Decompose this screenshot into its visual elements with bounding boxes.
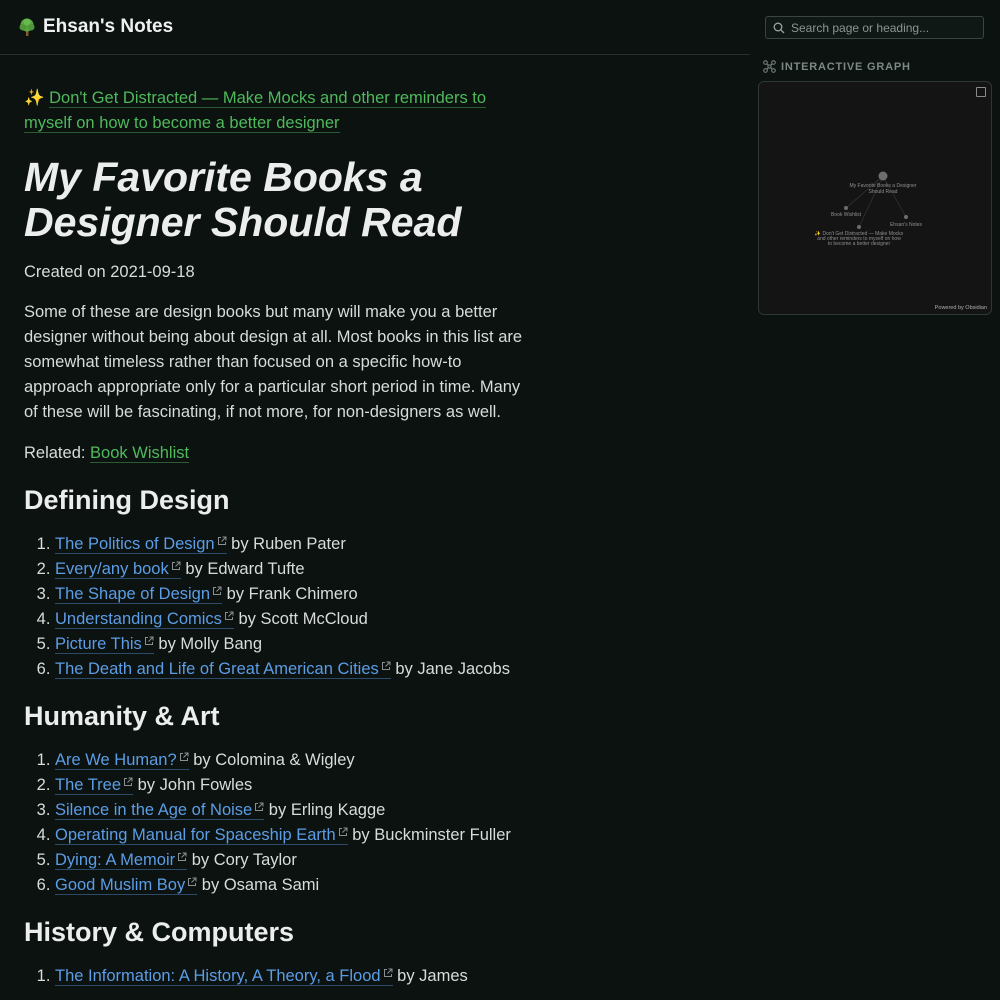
book-author: by Jane Jacobs xyxy=(390,660,510,678)
book-link[interactable] xyxy=(55,610,234,629)
book-title: Dying: A Memoir xyxy=(55,851,176,869)
book-title: Picture This xyxy=(55,635,142,653)
backlink xyxy=(24,86,524,136)
book-link[interactable] xyxy=(55,560,181,579)
book-link[interactable] xyxy=(55,826,348,845)
book-title: Good Muslim Boy xyxy=(55,876,186,894)
book-author: by Edward Tufte xyxy=(180,560,305,578)
related-link-book-wishlist[interactable]: Book Wishlist xyxy=(90,444,190,462)
book-title: The Tree xyxy=(55,776,122,794)
interactive-graph[interactable] xyxy=(758,81,992,315)
book-list xyxy=(24,748,524,898)
graph-node[interactable] xyxy=(857,225,861,229)
intro-paragraph: Some of these are design books but many will make you a better designer without being about design at all. Most books in this list are somewhat timeless rather than focused on a specific how-to approach appropriate only for a particular short period in time. Many of these will be fascinating, if not more, for non-designers as well. xyxy=(24,303,523,421)
book-author: by Buckminster Fuller xyxy=(347,826,511,844)
book-author: by John Fowles xyxy=(133,776,253,794)
book-list xyxy=(24,964,524,989)
external-link-icon xyxy=(187,877,197,887)
book-title: Operating Manual for Spaceship Earth xyxy=(55,826,336,844)
book-author: by Scott McCloud xyxy=(233,610,368,628)
site-title-text: Ehsan's Notes xyxy=(43,16,174,37)
book-title: Are We Human? xyxy=(55,751,177,769)
graph-node-label: to become a better designer xyxy=(827,241,891,247)
page-title: My Favorite Books a Designer Should Read xyxy=(24,154,462,245)
external-link-icon xyxy=(254,802,264,812)
graph-node-current[interactable] xyxy=(879,172,888,181)
book-title: Understanding Comics xyxy=(55,610,222,628)
list-item xyxy=(55,773,524,798)
external-link-icon xyxy=(217,536,227,546)
book-title: The Shape of Design xyxy=(55,585,211,603)
list-item xyxy=(55,557,524,582)
list-item xyxy=(55,748,524,773)
section-heading: History & Computers xyxy=(24,917,295,947)
book-title: The Politics of Design xyxy=(55,535,215,553)
related-label: Related: xyxy=(24,444,91,462)
book-link[interactable] xyxy=(55,585,222,604)
book-title: The Death and Life of Great American Cities xyxy=(55,660,379,678)
search-icon xyxy=(773,22,785,34)
graph-node-label: Should Read xyxy=(868,189,898,195)
external-link-icon xyxy=(224,611,234,621)
book-link[interactable] xyxy=(55,660,391,679)
external-link-icon xyxy=(338,827,348,837)
graph-node-label: Ehsan's Notes xyxy=(889,222,923,228)
book-author: by Colomina & Wigley xyxy=(188,751,355,769)
book-author: by Osama Sami xyxy=(197,876,320,894)
list-item xyxy=(55,964,524,989)
graph-expand-icon[interactable] xyxy=(976,87,986,97)
list-item xyxy=(55,657,524,682)
graph-node[interactable] xyxy=(904,215,908,219)
search-box[interactable] xyxy=(765,16,984,39)
created-date: Created on 2021-09-18 xyxy=(24,263,195,281)
book-author: by Cory Taylor xyxy=(187,851,297,869)
book-author: by Molly Bang xyxy=(153,635,263,653)
book-link[interactable] xyxy=(55,967,393,986)
external-link-icon xyxy=(144,636,154,646)
list-item xyxy=(55,632,524,657)
book-author: by Erling Kagge xyxy=(264,801,386,819)
external-link-icon xyxy=(177,852,187,862)
graph-powered-by: Powered by Obsidian xyxy=(934,305,987,311)
external-link-icon xyxy=(383,968,393,978)
graph-node-label: ✨ Don't Get Distracted — Make Mocks xyxy=(814,231,904,237)
list-item xyxy=(55,582,524,607)
graph-node-label: My Favorite Books a Designer xyxy=(849,183,917,189)
list-item xyxy=(55,873,524,898)
sparkles-icon: ✨ xyxy=(24,89,45,107)
book-author: by James xyxy=(392,967,468,985)
book-link[interactable] xyxy=(55,801,264,820)
book-link[interactable] xyxy=(55,876,197,895)
list-item xyxy=(55,848,524,873)
graph-label xyxy=(763,60,911,73)
graph-canvas[interactable] xyxy=(759,82,992,315)
book-author: by Ruben Pater xyxy=(226,535,346,553)
book-link[interactable] xyxy=(55,635,154,654)
article xyxy=(24,86,524,989)
deciduous-tree-icon xyxy=(17,17,37,37)
book-link[interactable] xyxy=(55,535,227,554)
book-author: by Frank Chimero xyxy=(222,585,358,603)
list-item xyxy=(55,532,524,557)
book-link[interactable] xyxy=(55,851,187,870)
site-title-link[interactable] xyxy=(17,16,173,38)
book-link[interactable] xyxy=(55,776,133,795)
book-title: Every/any book xyxy=(55,560,169,578)
graph-icon xyxy=(763,60,776,73)
related-line xyxy=(24,441,524,466)
list-item xyxy=(55,823,524,848)
graph-node-label: and other reminders to myself on how xyxy=(817,236,901,242)
book-list xyxy=(24,532,524,682)
graph-node-label: Book Wishlist xyxy=(830,212,862,218)
graph-label-text: INTERACTIVE GRAPH xyxy=(781,60,911,73)
section-heading: Defining Design xyxy=(24,485,230,515)
book-title: Silence in the Age of Noise xyxy=(55,801,253,819)
external-link-icon xyxy=(123,777,133,787)
external-link-icon xyxy=(212,586,222,596)
site-header xyxy=(0,0,750,55)
external-link-icon xyxy=(381,661,391,671)
list-item xyxy=(55,798,524,823)
book-title: The Information: A History, A Theory, a Flood xyxy=(55,967,381,985)
list-item xyxy=(55,607,524,632)
search-input[interactable] xyxy=(791,21,976,35)
external-link-icon xyxy=(171,561,181,571)
graph-node[interactable] xyxy=(844,206,848,210)
section-heading: Humanity & Art xyxy=(24,701,220,731)
book-link[interactable] xyxy=(55,751,189,770)
external-link-icon xyxy=(179,752,189,762)
backlink-link[interactable]: Don't Get Distracted — Make Mocks and other reminders to myself on how to become a better designer xyxy=(24,89,487,132)
